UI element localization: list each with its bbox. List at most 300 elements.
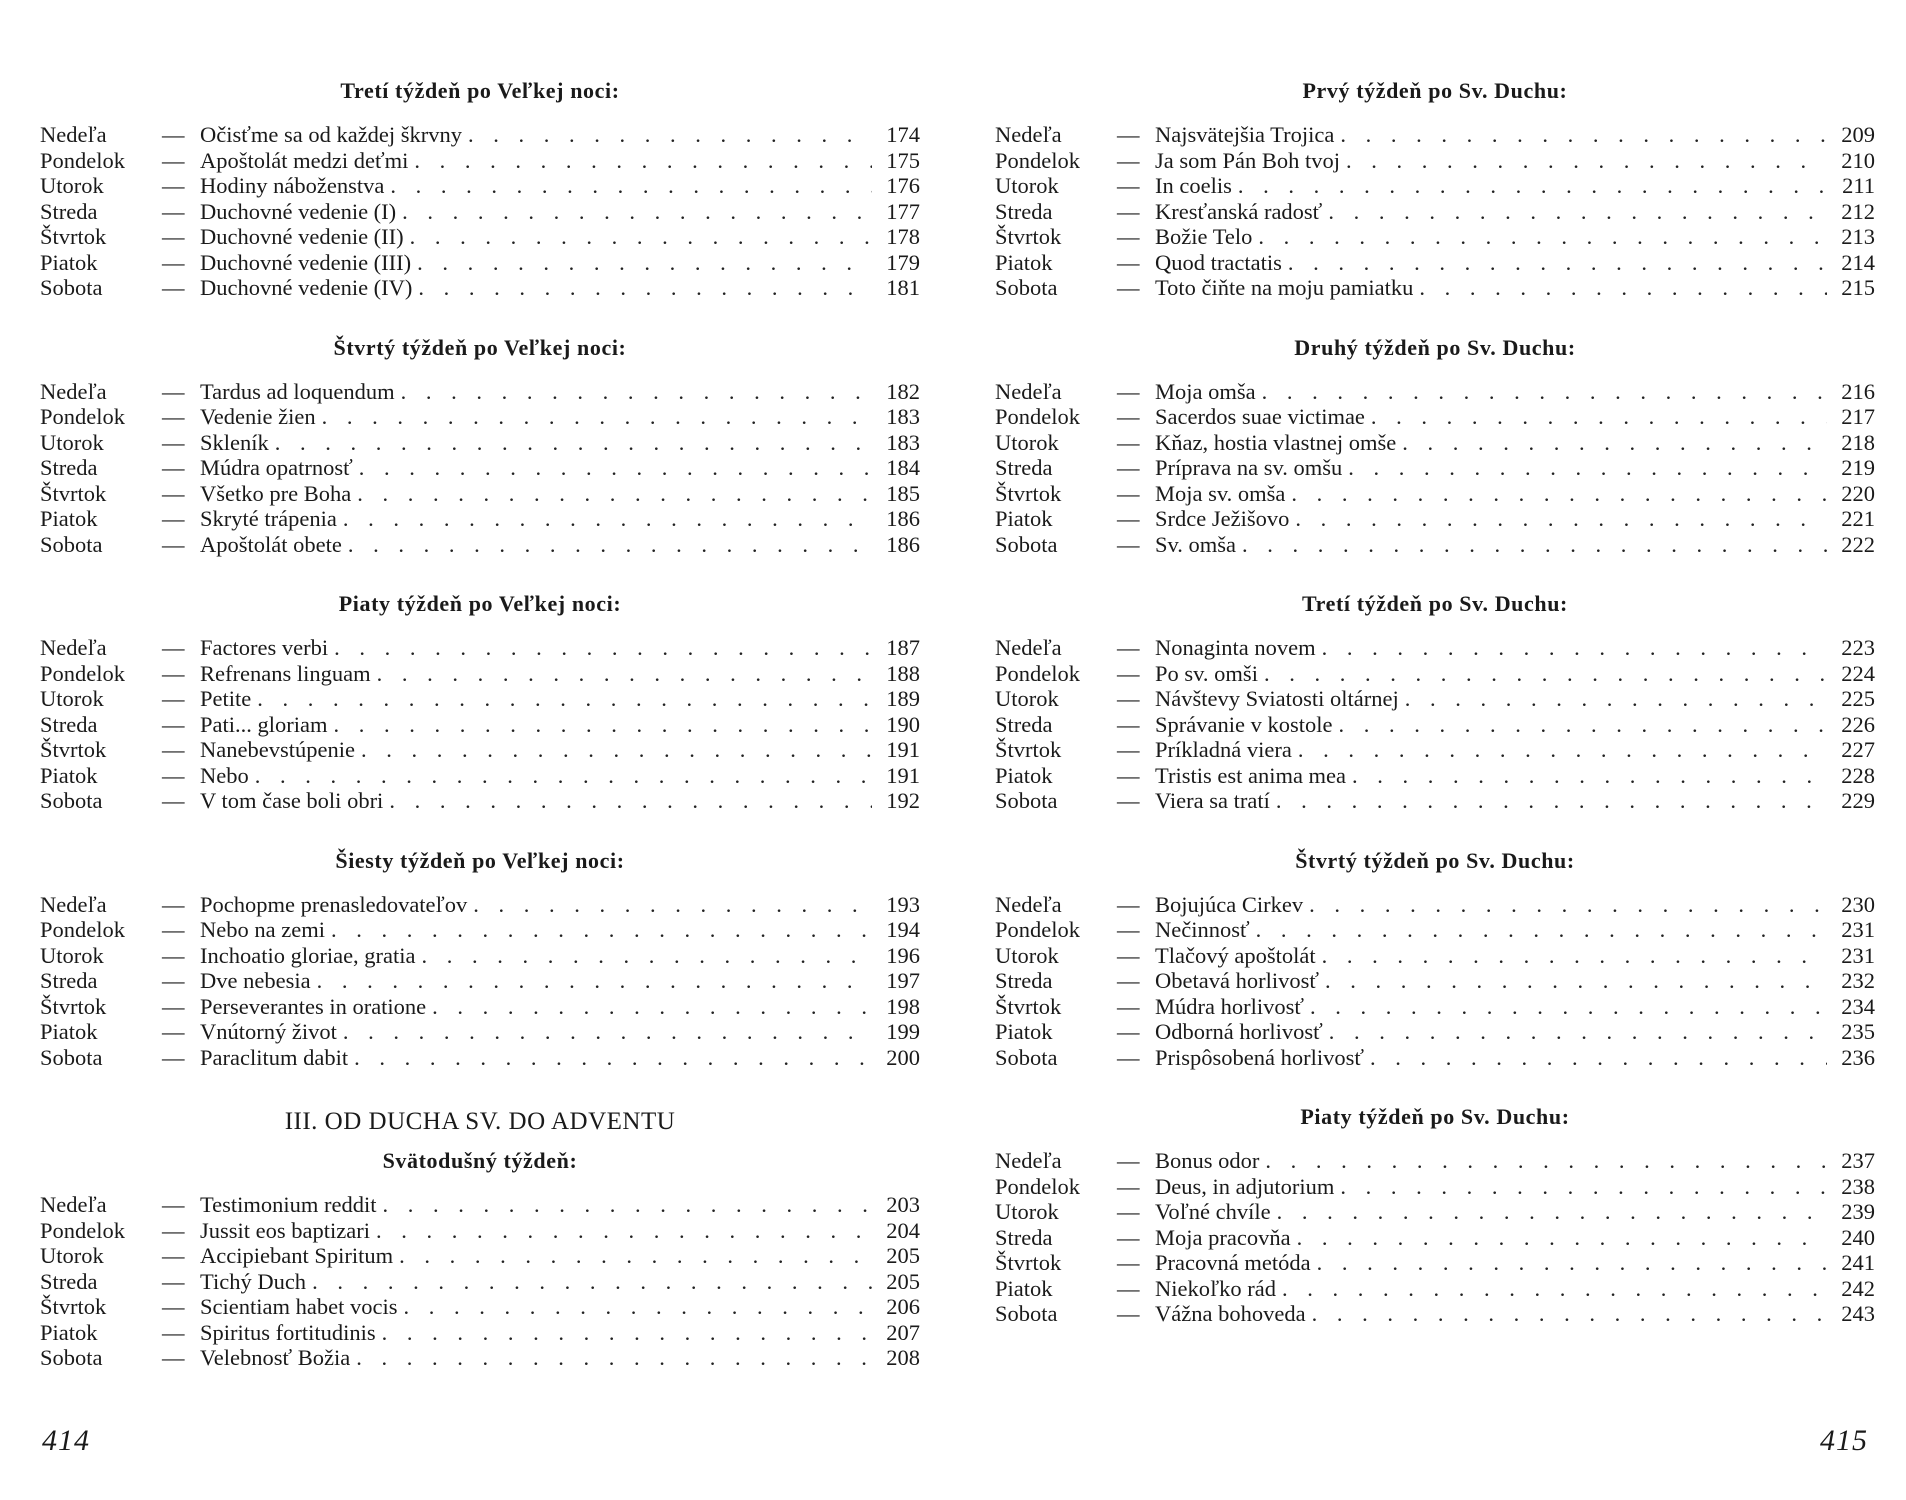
section-heading: Šiesty týždeň po Veľkej noci:	[335, 847, 625, 873]
toc-title: Príprava na sv. omšu	[1155, 455, 1343, 480]
toc-day: Štvrtok	[995, 737, 1062, 762]
toc-entry	[995, 661, 1875, 687]
toc-page-number: 205	[886, 1268, 920, 1294]
toc-page-number: 198	[886, 993, 920, 1019]
toc-page-number: 230	[1841, 891, 1875, 917]
toc-day: Štvrtok	[40, 993, 107, 1019]
toc-entry	[995, 917, 1875, 943]
toc-dash: —	[1117, 224, 1140, 249]
toc-title: Accipiebant Spiritum	[200, 1243, 394, 1268]
toc-title: Obetavá horlivosť	[1155, 968, 1319, 993]
dot-leader	[1346, 148, 1827, 174]
toc-entry	[995, 968, 1875, 994]
toc-day: Utorok	[995, 1199, 1059, 1224]
toc-entry	[995, 481, 1875, 507]
dot-leader	[257, 686, 872, 712]
toc-title: Apoštolát medzi deťmi	[200, 147, 409, 173]
toc-title: Sacerdos suae victimae	[1155, 404, 1365, 429]
dot-leader	[1312, 1301, 1827, 1327]
dot-leader	[334, 712, 873, 738]
dot-leader	[1282, 1276, 1827, 1302]
toc-entry	[40, 968, 920, 994]
toc-entry	[40, 737, 920, 763]
toc-page-number: 223	[1841, 635, 1875, 660]
toc-entry	[40, 148, 920, 174]
toc-entry	[40, 788, 920, 814]
toc-title: Najsvätejšia Trojica	[1155, 122, 1335, 147]
dot-leader	[1328, 199, 1827, 225]
toc-day: Sobota	[995, 788, 1058, 813]
toc-day: Streda	[40, 968, 98, 993]
toc-title: Vážna bohoveda	[1155, 1301, 1306, 1326]
dot-leader	[1264, 661, 1827, 687]
toc-dash: —	[1117, 917, 1140, 942]
dot-leader	[1348, 455, 1827, 481]
toc-entry	[40, 532, 920, 558]
toc-dash: —	[1117, 968, 1140, 993]
toc-entry	[995, 1199, 1875, 1225]
toc-section	[995, 848, 1875, 1071]
section-heading: Štvrtý týždeň po Sv. Duchu:	[1295, 847, 1575, 873]
toc-title: Quod tractatis	[1155, 249, 1282, 275]
toc-dash: —	[162, 1268, 185, 1294]
toc-day: Utorok	[995, 173, 1059, 198]
toc-title: Voľné chvíle	[1155, 1199, 1271, 1224]
toc-title: Vnútorný život	[200, 1019, 337, 1044]
toc-title: Múdra horlivosť	[1155, 993, 1304, 1019]
toc-dash: —	[162, 480, 185, 506]
toc-day: Streda	[40, 198, 98, 224]
toc-page-number: 241	[1841, 1250, 1875, 1275]
toc-entry	[995, 1174, 1875, 1200]
toc-page-number: 192	[886, 788, 920, 813]
toc-title: Velebnosť Božia	[200, 1345, 351, 1370]
toc-title: Tichý Duch	[200, 1268, 307, 1294]
toc-dash: —	[1117, 506, 1140, 531]
toc-page-number: 183	[886, 429, 920, 455]
toc-page-number: 213	[1841, 224, 1875, 249]
toc-day: Piatok	[40, 762, 98, 788]
toc-title: Paraclitum dabit	[200, 1044, 349, 1070]
dot-leader	[1419, 275, 1827, 301]
toc-title: Nebo	[200, 762, 249, 788]
toc-title: Nebo na zemi	[200, 917, 325, 942]
toc-page-number: 196	[886, 942, 920, 968]
toc-dash: —	[162, 429, 185, 455]
toc-title: Príkladná viera	[1155, 737, 1292, 762]
toc-entry	[40, 892, 920, 918]
toc-entry	[40, 404, 920, 430]
toc-dash: —	[162, 1319, 185, 1345]
toc-page-number: 178	[886, 224, 920, 249]
toc-day: Utorok	[995, 686, 1059, 711]
toc-page-number: 183	[886, 404, 920, 429]
dot-leader	[1291, 481, 1827, 507]
toc-day: Piatok	[40, 1019, 98, 1044]
toc-entry	[40, 506, 920, 532]
toc-section	[995, 591, 1875, 814]
toc-day: Piatok	[995, 1275, 1053, 1301]
toc-entry	[40, 1294, 920, 1320]
toc-day: Piatok	[40, 249, 98, 275]
toc-title: Správanie v kostole	[1155, 711, 1333, 737]
dot-leader	[1288, 250, 1827, 276]
toc-day: Pondelok	[40, 917, 126, 942]
toc-day: Nedeľa	[995, 378, 1062, 404]
toc-page-number: 232	[1841, 968, 1875, 993]
dot-leader	[1402, 430, 1827, 456]
toc-entry	[995, 122, 1875, 148]
toc-page-number: 191	[886, 762, 920, 788]
toc-title: Prispôsobená horlivosť	[1155, 1044, 1364, 1070]
toc-title: Deus, in adjutorium	[1155, 1173, 1335, 1199]
toc-entry	[995, 404, 1875, 430]
toc-page-number: 235	[1841, 1019, 1875, 1044]
toc-day: Pondelok	[40, 1217, 126, 1243]
toc-dash: —	[1117, 1275, 1140, 1301]
toc-day: Nedeľa	[40, 891, 107, 917]
toc-entry	[995, 943, 1875, 969]
toc-page-number: 187	[886, 635, 920, 660]
toc-title: Factores verbi	[200, 635, 329, 660]
dot-leader	[1262, 379, 1827, 405]
toc-title: Múdra opatrnosť	[200, 455, 353, 480]
left-sections	[40, 78, 920, 1070]
toc-dash: —	[162, 249, 185, 275]
dot-leader	[410, 224, 872, 250]
toc-day: Štvrtok	[40, 480, 107, 506]
toc-title: Pati... gloriam	[200, 711, 328, 737]
dot-leader	[417, 250, 872, 276]
toc-entry	[995, 173, 1875, 199]
toc-page-number: 238	[1841, 1173, 1875, 1199]
toc-day: Štvrtok	[995, 993, 1062, 1019]
toc-day: Streda	[995, 198, 1053, 224]
section-heading: Štvrtý týždeň po Veľkej noci:	[333, 334, 627, 360]
dot-leader	[1297, 1225, 1827, 1251]
toc-page-number: 222	[1841, 531, 1875, 557]
toc-page-number: 199	[886, 1019, 920, 1044]
dot-leader	[1295, 506, 1827, 532]
toc-dash: —	[162, 762, 185, 788]
toc-dash: —	[162, 1192, 185, 1217]
toc-dash: —	[1117, 942, 1140, 968]
toc-page-number: 206	[886, 1294, 920, 1319]
dot-leader	[275, 430, 872, 456]
toc-title: Refrenans linguam	[200, 660, 371, 686]
toc-dash: —	[162, 173, 185, 198]
toc-dash: —	[162, 635, 185, 660]
toc-dash: —	[162, 711, 185, 737]
dot-leader	[331, 917, 872, 943]
dot-leader	[473, 892, 872, 918]
dot-leader	[399, 1243, 872, 1269]
toc-day: Pondelok	[995, 917, 1081, 942]
toc-title: Vedenie žien	[200, 404, 316, 429]
dot-leader	[1277, 1199, 1827, 1225]
toc-entry-list	[40, 122, 920, 301]
right-page	[995, 0, 1875, 1500]
toc-day: Štvrtok	[40, 1294, 107, 1319]
dot-leader	[1340, 1174, 1827, 1200]
toc-day: Pondelok	[40, 404, 126, 429]
toc-dash: —	[1117, 249, 1140, 275]
dot-leader	[1256, 917, 1827, 943]
toc-page-number: 207	[886, 1319, 920, 1345]
toc-page-number: 221	[1841, 506, 1875, 531]
toc-dash: —	[162, 1044, 185, 1070]
dot-leader	[1371, 404, 1827, 430]
toc-dash: —	[1117, 711, 1140, 737]
toc-section	[40, 78, 920, 301]
toc-entry	[40, 1192, 920, 1218]
toc-dash: —	[1117, 404, 1140, 429]
toc-page-number: 188	[886, 660, 920, 686]
dot-leader	[403, 1294, 872, 1320]
toc-entry	[40, 224, 920, 250]
dot-leader	[376, 1218, 872, 1244]
toc-entry	[40, 379, 920, 405]
toc-title: Návštevy Sviatosti oltárnej	[1155, 686, 1399, 711]
toc-dash: —	[162, 1019, 185, 1044]
toc-page-number: 175	[886, 147, 920, 173]
dot-leader	[1265, 1148, 1827, 1174]
toc-title: Tristis est anima mea	[1155, 762, 1347, 788]
toc-day: Streda	[40, 711, 98, 737]
toc-entry	[40, 994, 920, 1020]
toc-entry	[995, 224, 1875, 250]
toc-dash: —	[162, 891, 185, 917]
toc-page-number: 225	[1841, 686, 1875, 711]
toc-entry	[40, 1045, 920, 1071]
toc-day: Utorok	[995, 942, 1059, 968]
toc-section	[995, 1104, 1875, 1327]
toc-entry	[40, 250, 920, 276]
dot-leader	[422, 943, 872, 969]
dot-leader	[1322, 943, 1827, 969]
dot-leader	[357, 481, 872, 507]
toc-entry	[40, 1345, 920, 1371]
toc-day: Nedeľa	[40, 122, 107, 147]
toc-entry	[995, 788, 1875, 814]
toc-title: Inchoatio gloriae, gratia	[200, 942, 416, 968]
toc-title: Duchovné vedenie (I)	[200, 198, 397, 224]
toc-day: Utorok	[40, 686, 104, 711]
toc-dash: —	[162, 1217, 185, 1243]
dot-leader	[1340, 122, 1827, 148]
toc-title: Skryté trápenia	[200, 506, 337, 531]
toc-dash: —	[1117, 455, 1140, 480]
toc-dash: —	[1117, 660, 1140, 686]
toc-title: Kresťanská radosť	[1155, 198, 1323, 224]
toc-section	[40, 591, 920, 814]
dot-leader	[1322, 635, 1827, 661]
toc-page-number: 186	[886, 506, 920, 531]
toc-dash: —	[162, 1243, 185, 1268]
toc-title: Pracovná metóda	[1155, 1250, 1311, 1275]
toc-entry	[40, 917, 920, 943]
toc-day: Pondelok	[995, 660, 1081, 686]
toc-day: Sobota	[995, 275, 1058, 300]
dot-leader	[356, 1345, 872, 1371]
toc-entry	[995, 532, 1875, 558]
part-heading: III. OD DUCHA SV. DO ADVENTU	[284, 1108, 676, 1135]
toc-entry	[995, 635, 1875, 661]
toc-dash: —	[1117, 891, 1140, 917]
toc-day: Piatok	[995, 1019, 1053, 1044]
toc-page-number: 240	[1841, 1224, 1875, 1250]
toc-day: Nedeľa	[40, 1192, 107, 1217]
dot-leader	[418, 275, 872, 301]
toc-page-number: 191	[886, 737, 920, 762]
toc-title: Spiritus fortitudinis	[200, 1319, 376, 1345]
toc-page-number: 184	[886, 455, 920, 480]
dot-leader	[1338, 712, 1827, 738]
toc-page-number: 219	[1841, 455, 1875, 480]
dot-leader	[359, 455, 872, 481]
toc-entry-list	[995, 635, 1875, 814]
toc-dash: —	[1117, 1224, 1140, 1250]
section-heading: Piaty týždeň po Veľkej noci:	[338, 591, 622, 616]
toc-day: Streda	[995, 968, 1053, 993]
toc-day: Pondelok	[995, 147, 1081, 173]
toc-page-number: 228	[1841, 762, 1875, 788]
dot-leader	[1309, 892, 1827, 918]
toc-entry	[40, 635, 920, 661]
dot-leader	[383, 1192, 872, 1218]
toc-page-number: 227	[1841, 737, 1875, 762]
section-heading: Svätodušný týždeň:	[382, 1148, 578, 1173]
toc-page-number: 176	[886, 173, 920, 198]
toc-dash: —	[1117, 788, 1140, 813]
dot-leader	[1370, 1045, 1827, 1071]
toc-entry-list	[40, 635, 920, 814]
toc-dash: —	[162, 1294, 185, 1319]
toc-page-number: 209	[1841, 122, 1875, 147]
toc-entry	[40, 686, 920, 712]
toc-title: Ja som Pán Boh tvoj	[1155, 147, 1341, 173]
dot-leader	[1405, 686, 1827, 712]
toc-page-number: 182	[886, 378, 920, 404]
dot-leader	[1258, 224, 1827, 250]
toc-dash: —	[162, 942, 185, 968]
toc-page-number: 200	[886, 1044, 920, 1070]
toc-title: Očisťme sa od každej škrvny	[200, 122, 463, 147]
toc-page-number: 214	[1841, 249, 1875, 275]
toc-dash: —	[1117, 480, 1140, 506]
toc-entry	[995, 1148, 1875, 1174]
toc-entry-list	[40, 1192, 920, 1371]
toc-dash: —	[162, 275, 185, 300]
toc-section	[40, 335, 920, 558]
toc-entry	[995, 430, 1875, 456]
toc-page-number: 211	[1842, 173, 1875, 198]
toc-page-number: 185	[886, 480, 920, 506]
toc-entry	[995, 1276, 1875, 1302]
toc-day: Piatok	[995, 506, 1053, 531]
toc-title: Viera sa tratí	[1155, 788, 1270, 813]
toc-title: Bojujúca Cirkev	[1155, 891, 1304, 917]
toc-page-number: 231	[1841, 917, 1875, 942]
toc-dash: —	[162, 686, 185, 711]
toc-dash: —	[162, 404, 185, 429]
toc-day: Sobota	[995, 1044, 1058, 1070]
toc-page-number: 237	[1841, 1148, 1875, 1173]
toc-entry	[40, 481, 920, 507]
toc-title: Moja pracovňa	[1155, 1224, 1291, 1250]
toc-day: Piatok	[40, 1319, 98, 1345]
toc-entry	[40, 275, 920, 301]
toc-entry	[995, 892, 1875, 918]
toc-entry	[995, 250, 1875, 276]
toc-title: Toto čiňte na moju pamiatku	[1155, 275, 1414, 300]
toc-page-number: 226	[1841, 711, 1875, 737]
dot-leader	[354, 1045, 872, 1071]
dot-leader	[389, 788, 872, 814]
toc-title: Nečinnosť	[1155, 917, 1250, 942]
toc-title: Jussit eos baptizari	[200, 1217, 370, 1243]
toc-entry-list	[995, 892, 1875, 1071]
toc-day: Štvrtok	[995, 480, 1062, 506]
toc-title: Petite	[200, 686, 252, 711]
dot-leader	[402, 199, 872, 225]
toc-day: Utorok	[995, 429, 1059, 455]
toc-title: Po sv. omši	[1155, 660, 1258, 686]
toc-dash: —	[162, 1345, 185, 1370]
top-margin	[995, 0, 1875, 78]
dot-leader	[317, 968, 872, 994]
toc-title: Dve nebesia	[200, 968, 311, 993]
toc-page-number: 210	[1841, 147, 1875, 173]
toc-entry	[995, 199, 1875, 225]
toc-entry	[40, 199, 920, 225]
toc-entry	[995, 1301, 1875, 1327]
dot-leader	[334, 635, 872, 661]
toc-title: Srdce Ježišovo	[1155, 506, 1290, 531]
toc-day: Utorok	[40, 942, 104, 968]
toc-title: Moja omša	[1155, 378, 1256, 404]
dot-leader	[1238, 173, 1827, 199]
toc-day: Utorok	[40, 429, 104, 455]
toc-page-number: 204	[886, 1217, 920, 1243]
dot-leader	[401, 379, 872, 405]
toc-page-number: 236	[1841, 1044, 1875, 1070]
toc-title: Pochopme prenasledovateľov	[200, 891, 468, 917]
toc-dash: —	[162, 122, 185, 147]
dot-leader	[322, 404, 872, 430]
toc-title: Moja sv. omša	[1155, 480, 1286, 506]
toc-day: Utorok	[40, 1243, 104, 1268]
toc-dash: —	[1117, 737, 1140, 762]
toc-page-number: 179	[886, 249, 920, 275]
toc-day: Sobota	[40, 788, 103, 813]
toc-day: Streda	[40, 455, 98, 480]
toc-title: Duchovné vedenie (II)	[200, 224, 404, 249]
toc-section	[995, 335, 1875, 558]
toc-page-number: 216	[1841, 378, 1875, 404]
toc-page-number: 229	[1841, 788, 1875, 813]
toc-page-number: 205	[886, 1243, 920, 1268]
toc-dash: —	[162, 788, 185, 813]
toc-day: Štvrtok	[40, 737, 107, 762]
toc-page-number: 231	[1841, 942, 1875, 968]
toc-dash: —	[162, 917, 185, 942]
toc-dash: —	[162, 198, 185, 224]
toc-dash: —	[162, 993, 185, 1019]
toc-day: Sobota	[40, 275, 103, 300]
toc-title: Odborná horlivosť	[1155, 1019, 1323, 1044]
toc-dash: —	[162, 455, 185, 480]
